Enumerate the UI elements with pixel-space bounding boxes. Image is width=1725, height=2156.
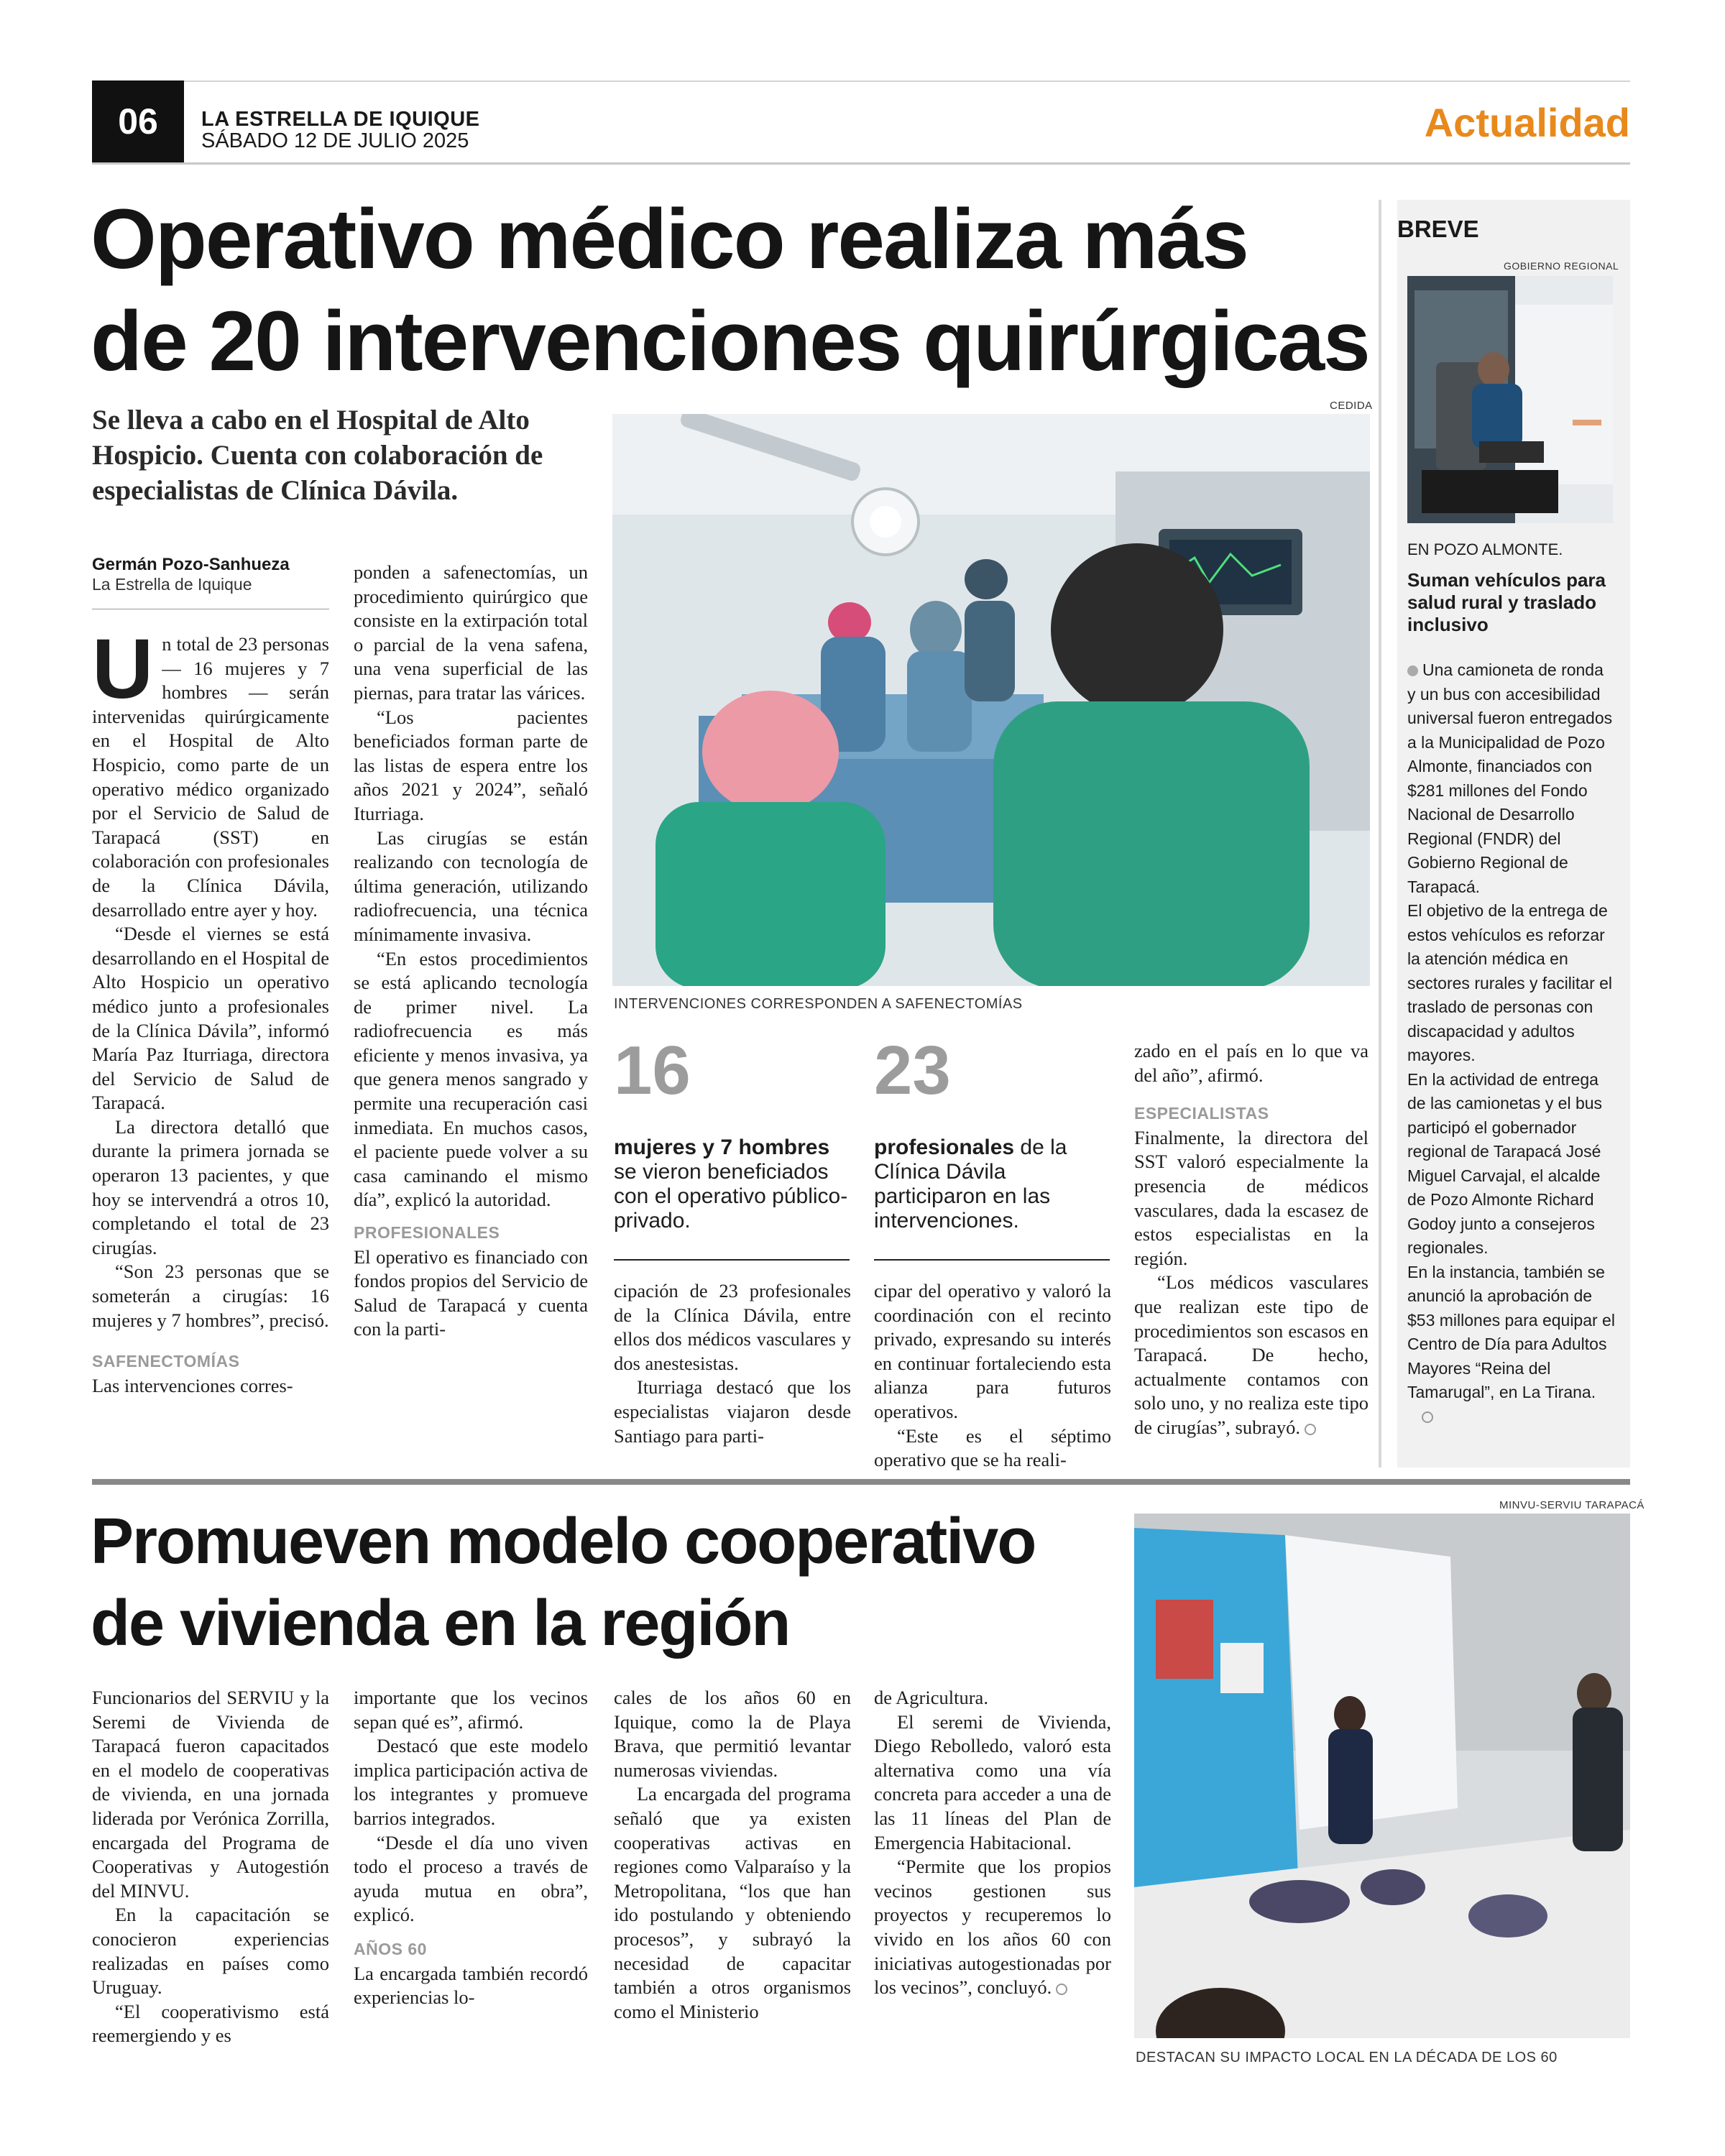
paragraph: “En estos procedimientos se está aplicando tecnología de primer nivel. La radiofrecuencia es más eficiente y menos invasiva, ya que genera menos sangrado y permite una recuperación casi inmediata. En muchos casos, el paciente puede volver a su casa caminando el mismo día”, explicó la autoridad. — [354, 947, 588, 1211]
article2-photo-caption: DESTACAN SU IMPACTO LOCAL EN LA DÉCADA DE LOS 60 — [1136, 2050, 1558, 2065]
paragraph: n total de 23 personas — 16 mujeres y 7 hombres — serán intervenidas quirúrgicamente en el Hospital de Alto Hospicio, como parte de un operativo médico organizado por el Servicio de Salud de Tarapacá (SST) en colaboración con profesionales de la Clínica Dávila, desarrollado entre ayer y hoy. — [92, 633, 329, 921]
stat-text — [874, 1135, 1110, 1233]
paragraph: “Desde el día uno viven todo el proceso a través de ayuda mutua en obra”, explicó. — [354, 1831, 588, 1926]
article2-column-3 — [614, 1686, 851, 2024]
author-outlet: La Estrella de Iquique — [92, 575, 252, 594]
headline-line-1: Promueven modelo cooperativo — [91, 1506, 1036, 1577]
stat-rule — [614, 1259, 850, 1261]
end-of-article-icon — [1305, 1424, 1316, 1435]
surgery-scene-image — [612, 414, 1370, 986]
photo-caption: INTERVENCIONES CORRESPONDEN A SAFENECTOMÍAS — [614, 996, 1023, 1012]
paragraph: El seremi de Vivienda, Diego Rebolledo, valoró esta alternativa como una vía concreta para acceder a una de las 11 líneas del Plan de Emergencia Habitacional. — [874, 1710, 1111, 1853]
stat-text — [614, 1135, 850, 1233]
headline-line-2: de 20 intervenciones quirúrgicas — [91, 294, 1369, 389]
article2-column-2 — [354, 1686, 588, 2010]
sidebar-title: BREVE — [1397, 216, 1479, 242]
paragraph: La encargada del programa señaló que ya existen cooperativas activas en regiones como Valparaíso y la Metropolitana, “los que han ido postulando y obteniendo procesos”, y subrayó la necesidad de capacitar también a otros organismos como el Ministerio — [614, 1783, 851, 2022]
sidebar-paragraph-text: Una camioneta de ronda y un bus con accesibilidad universal fueron entregados a la Municipalidad de Pozo Almonte, financiados con $281 millones del Fondo Nacional de Desarrollo Regional (FNDR) del Gobierno Regional de Tarapacá. — [1407, 660, 1613, 896]
subtitle-anos-60: AÑOS 60 — [354, 1939, 427, 1958]
paragraph: zado en el país en lo que va del año”, afirmó. — [1134, 1040, 1368, 1086]
paragraph: Las intervenciones corres- — [92, 1374, 293, 1396]
paragraph-text: “Permite que los propios vecinos gestionen sus proyectos y recuperemos lo vivido en los años 60 con iniciativas autogestionadas por los vecinos”, concluyó. — [874, 1856, 1111, 1999]
photo-credit: CEDIDA — [1330, 400, 1373, 412]
article1-column-1 — [92, 622, 329, 1398]
sidebar-paragraph — [1407, 658, 1616, 899]
paragraph: “El cooperativismo está reemergiendo y es — [92, 2000, 329, 2047]
stat-number: 16 — [614, 1032, 691, 1109]
paragraph: importante que los vecinos sepan qué es”, afirmó. — [354, 1687, 588, 1733]
section-divider — [92, 1479, 1630, 1485]
end-of-article-icon — [1056, 1984, 1067, 1995]
workshop-photo — [1134, 1514, 1630, 2038]
article1-column-3 — [614, 1279, 851, 1448]
sidebar-caption: EN POZO ALMONTE. — [1407, 540, 1563, 558]
issue-date: SÁBADO 12 DE JULIO 2025 — [201, 129, 469, 152]
paragraph: Iturriaga destacó que los especialistas viajaron desde Santiago para parti- — [614, 1376, 851, 1447]
paragraph-text: “Los médicos vasculares que realizan este tipo de procedimientos son escasos en Tarapacá. De hecho, actualmente contamos con solo uno, y no realiza este tipo de cirugías”, subrayó. — [1134, 1271, 1368, 1438]
subtitle-safenectomias: SAFENECTOMÍAS — [92, 1352, 240, 1371]
sidebar-photo-credit: GOBIERNO REGIONAL — [1504, 260, 1619, 272]
sidebar-paragraph — [1407, 1261, 1616, 1429]
article1-column-2 — [354, 561, 588, 1342]
article2-headline — [91, 1501, 1097, 1664]
paragraph: cales de los años 60 en Iquique, como la de Playa Brava, que permitió levantar numerosas viviendas. — [614, 1687, 851, 1781]
paragraph: ponden a safenectomías, un procedimiento quirúrgico que consiste en la extirpación total o parcial de la vena safena, una vena superficial de las piernas, para tratar las várices. — [354, 561, 588, 704]
sidebar-paragraph: En la actividad de entrega de las camionetas y el bus participó el gobernador regional de Tarapacá José Miguel Carvajal, el alcalde de Pozo Almonte Richard Godoy junto a consejeros regionales. — [1407, 1069, 1603, 1257]
dropcap: U — [92, 622, 154, 717]
paragraph: Las cirugías se están realizando con tecnología de última generación, utilizando radiofrecuencia, una técnica mínimamente invasiva. — [354, 826, 588, 945]
stat-rest: de la Clínica Dávila participaron en las intervenciones. — [874, 1135, 1067, 1233]
paragraph: El operativo es financiado con fondos propios del Servicio de Salud de Tarapacá y cuenta con la parti- — [354, 1245, 588, 1340]
sidebar-body — [1407, 658, 1616, 1429]
surgery-photo — [612, 414, 1370, 986]
author-name: Germán Pozo-Sanhueza — [92, 555, 290, 574]
top-rule — [92, 80, 1630, 82]
article2-column-4 — [874, 1686, 1111, 2000]
subtitle-profesionales: PROFESIONALES — [354, 1223, 500, 1243]
sidebar-paragraph-text: En la instancia, también se anunció la aprobación de $53 millones para equipar el Centro de Día para Adultos Mayores “Reina del Tamarugal”, en La Tirana. — [1407, 1262, 1615, 1401]
section-label: Actualidad — [1424, 100, 1630, 145]
paragraph: de Agricultura. — [874, 1687, 988, 1708]
stat-bold: mujeres y 7 hombres — [614, 1135, 830, 1159]
end-of-article-icon — [1422, 1411, 1433, 1423]
stat-bold: profesionales — [874, 1135, 1015, 1159]
paragraph — [874, 1855, 1111, 2000]
paragraph: En la capacitación se conocieron experiencias realizadas en países como Uruguay. — [92, 1904, 329, 1999]
article2-photo-credit: MINVU-SERVIU TARAPACÁ — [1499, 1499, 1644, 1511]
paragraph: Destacó que este modelo implica participación activa de los integrantes y promueve barrios integrados. — [354, 1735, 588, 1829]
sidebar-headline: Suman vehículos para salud rural y traslado inclusivo — [1407, 569, 1606, 635]
stat-number: 23 — [874, 1032, 951, 1109]
paragraph: cipación de 23 profesionales de la Clínica Dávila, entre ellos dos médicos vasculares y dos anestesistas. — [614, 1280, 851, 1374]
byline — [92, 555, 329, 609]
paragraph: cipar del operativo y valoró la coordinación con el recinto privado, expresando su interés en continuar fortaleciendo esta alianza para futuros operativos. — [874, 1280, 1111, 1422]
sidebar-paragraph: El objetivo de la entrega de estos vehículos es reforzar la atención médica en sectores rurales y facilitar el traslado de personas con discapacidad y adultos mayores. — [1407, 901, 1613, 1064]
headline-line-1: Operativo médico realiza más — [91, 192, 1248, 287]
paragraph — [1134, 1271, 1368, 1439]
paragraph: La directora detalló que durante la primera jornada se operaron 13 pacientes, y que hoy se intervendrá a otros 10, completando el total de 23 cirugías. — [92, 1115, 329, 1258]
stat-rule — [874, 1259, 1110, 1261]
article1-column-5 — [1134, 1039, 1368, 1440]
sidebar-rule — [1379, 200, 1381, 1468]
article2-column-1 — [92, 1686, 329, 2048]
paragraph: “Este es el séptimo operativo que se ha reali- — [874, 1424, 1111, 1471]
paragraph: La encargada también recordó experiencias lo- — [354, 1962, 588, 2009]
paragraph: Funcionarios del SERVIU y la Seremi de Vivienda de Tarapacá fueron capacitados en el modelo de cooperativas de vivienda, en una jornada liderada por Verónica Zorrilla, encargada del Programa de Cooperativas y Autogestión del MINVU. — [92, 1687, 329, 1902]
paragraph: “Los pacientes beneficiados forman parte de las listas de espera entre los años 2021 y 2024”, señaló Iturriaga. — [354, 706, 588, 824]
paper-name: LA ESTRELLA DE IQUIQUE — [201, 108, 480, 131]
paragraph: Finalmente, la directora del SST valoró especialmente la presencia de médicos vasculares, dada la escasez de estos especialistas en la región. — [1134, 1126, 1368, 1269]
workshop-scene-image — [1134, 1514, 1630, 2038]
paragraph: “Desde el viernes se está desarrollando en el Hospital de Alto Hospicio un operativo médico junto a profesionales de la Clínica Dávila”, informó María Paz Iturriaga, directora del Servicio de Salud de Tarapacá. — [92, 923, 329, 1114]
page-number: 06 — [92, 80, 184, 162]
article1-subhead: Se lleva a cabo en el Hospital de Alto Hospicio. Cuenta con colaboración de especialistas de Clínica Dávila. — [92, 405, 543, 506]
stat-rest: se vieron beneficiados con el operativo público-privado. — [614, 1160, 848, 1233]
article1-column-4 — [874, 1279, 1111, 1473]
article1-headline — [91, 188, 1370, 392]
paragraph: “Son 23 personas que se someterán a cirugías: 16 mujeres y 7 hombres”, precisó. — [92, 1261, 329, 1331]
bus-scene-image — [1407, 276, 1613, 523]
stat-block-1 — [614, 1032, 850, 1261]
bullet-icon — [1407, 665, 1418, 676]
header-rule — [92, 162, 1630, 165]
headline-line-2: de vivienda en la región — [91, 1588, 790, 1659]
stat-block-2 — [874, 1032, 1110, 1261]
sidebar-photo — [1407, 276, 1613, 523]
subtitle-especialistas: ESPECIALISTAS — [1134, 1104, 1269, 1123]
